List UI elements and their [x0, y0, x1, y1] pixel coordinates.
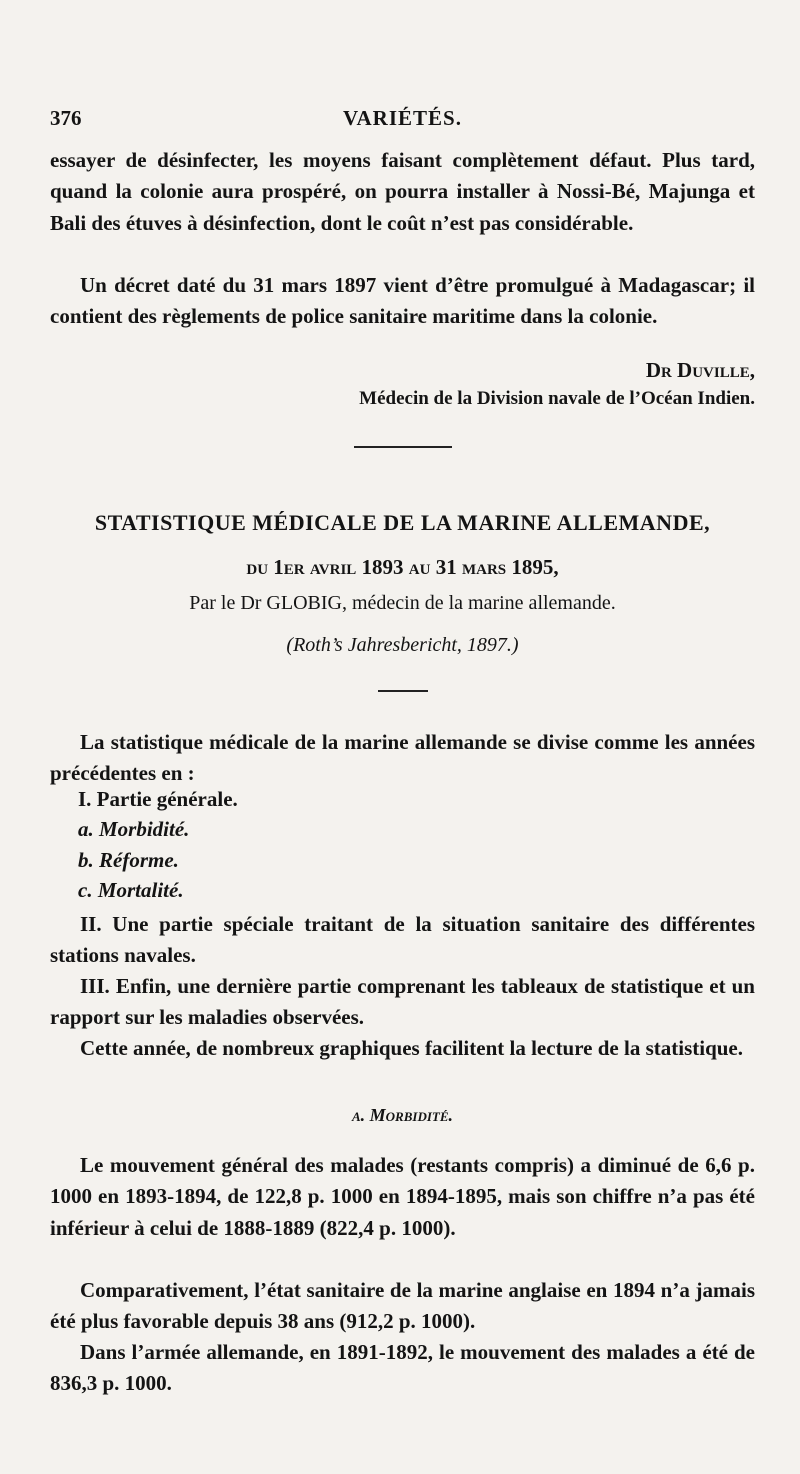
divider-1: [354, 446, 452, 448]
signature-name: Dr Duville,: [645, 358, 755, 382]
article-source: (Roth’s Jahresbericht, 1897.): [286, 634, 519, 656]
list-item-morbidite: a. Morbidité.: [78, 817, 190, 841]
list-item-reforme: b. Réforme.: [78, 848, 179, 872]
page-number: 376: [50, 106, 82, 130]
article-author: Par le Dr GLOBIG, médecin de la marine allemande.: [189, 592, 616, 614]
paragraph-comparison: Comparativement, l’état sanitaire de la marine anglaise en 1894 n’a jamais été plus favorable depuis 38 ans (912,2 p. 1000).: [50, 1278, 755, 1334]
body-part-3: III. Enfin, une dernière partie comprenant les tableaux de statistique et un rapport sur les maladies observées.: [50, 974, 755, 1030]
signature-title: Médecin de la Division navale de l’Océan Indien.: [359, 388, 755, 409]
intro-paragraph-2: Un décret daté du 31 mars 1897 vient d’être promulgué à Madagascar; il contient des règlements de police sanitaire maritime dans la colonie.: [50, 273, 755, 329]
body-part-2: II. Une partie spéciale traitant de la situation sanitaire des différentes stations navales.: [50, 912, 755, 968]
divider-2: [378, 690, 428, 692]
document-page: [50, 0, 755, 1474]
page-header: [50, 98, 755, 138]
paragraph-movement: Le mouvement général des malades (restants compris) a diminué de 6,6 p. 1000 en 1893-1894, de 122,8 p. 1000 en 1894-1895, mais son chiffre n’a pas été inférieur à celui de 1888-1889 (822,4 p. 1000).: [50, 1153, 755, 1240]
article-title: STATISTIQUE MÉDICALE DE LA MARINE ALLEMANDE,: [94, 510, 711, 535]
section-heading: a. Morbidité.: [351, 1105, 454, 1125]
body-graphs: Cette année, de nombreux graphiques facilitent la lecture de la statistique.: [80, 1036, 744, 1060]
list-item-part-1: I. Partie générale.: [78, 787, 238, 811]
intro-paragraph-1: essayer de désinfecter, les moyens faisant complètement défaut. Plus tard, quand la colonie aura prospéré, on pourra installer à Nossi-Bé, Majunga et Bali des étuves à désinfection, dont le coût n’est pas considérable.: [50, 148, 755, 235]
paragraph-army: Dans l’armée allemande, en 1891-1892, le mouvement des malades a été de 836,3 p. 1000.: [50, 1340, 755, 1396]
article-dates: du 1er avril 1893 au 31 mars 1895,: [246, 555, 559, 579]
list-item-mortalite: c. Mortalité.: [78, 878, 184, 902]
running-head: VARIÉTÉS.: [343, 106, 462, 130]
body-intro: La statistique médicale de la marine allemande se divise comme les années précédentes en :: [50, 730, 755, 786]
